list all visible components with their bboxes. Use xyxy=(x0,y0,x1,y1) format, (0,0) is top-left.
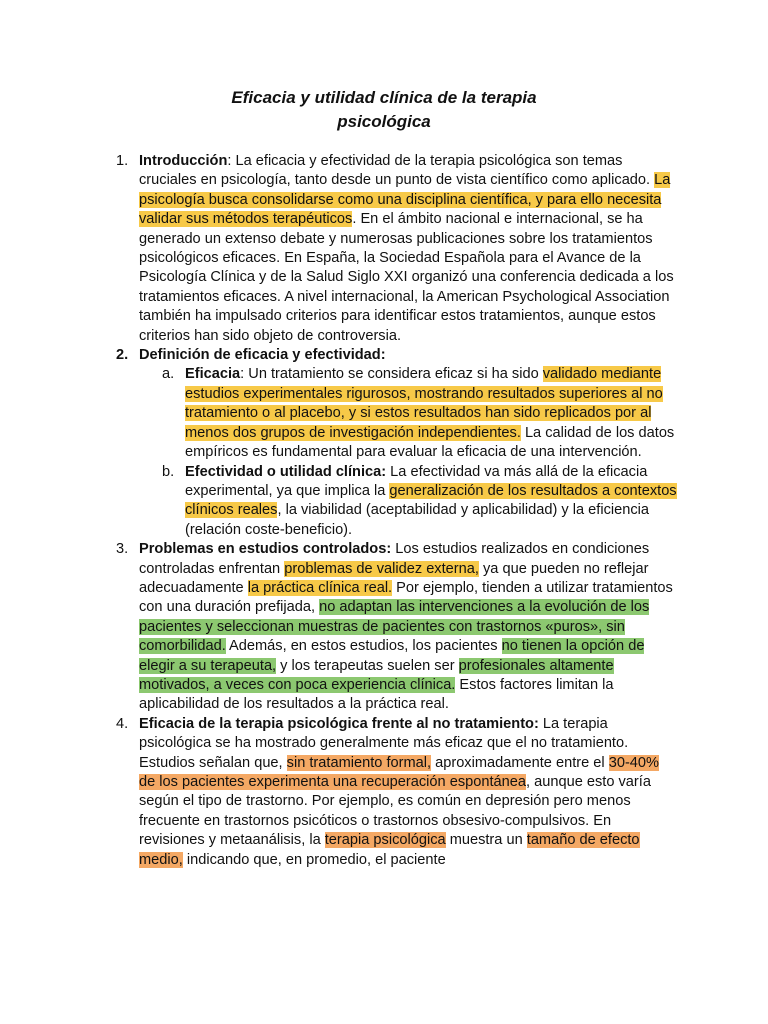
item-text: y los terapeutas suelen ser xyxy=(276,657,459,674)
item-text: Además, en estos estudios, los pacientes xyxy=(225,638,502,655)
item-text: ya que pueden no reflejar adecuadamente xyxy=(139,560,649,596)
item-number: 4. xyxy=(116,715,129,732)
highlight-yellow: La psicología busca consolidarse como una disciplina científica, y para ello necesita validar sus métodos terapéuticos xyxy=(139,172,671,228)
highlight-yellow: problemas de validez externa, xyxy=(284,560,479,577)
list-item-definicion xyxy=(0,346,679,540)
sub-item-eficacia xyxy=(0,365,679,462)
list-item-eficacia-terapia xyxy=(0,715,679,870)
sub-item-efectividad xyxy=(0,463,679,541)
title-line-1: Eficacia y utilidad clínica de la terapia xyxy=(231,88,537,107)
highlight-yellow: la práctica clínica real. xyxy=(247,579,393,596)
item-text: Estos factores limitan la aplicabilidad de los resultados a la práctica real. xyxy=(139,676,614,713)
item-number: 1. xyxy=(116,153,129,169)
sub-item-text: La calidad de los datos empíricos es fundamental para evaluar la eficacia de una intervención. xyxy=(185,424,675,461)
highlight-green: no tienen la opción de elegir a su terapeuta, xyxy=(139,638,645,674)
sub-item-text: , la viabilidad (aceptabilidad y aplicabilidad) y la eficiencia (relación coste-beneficio). xyxy=(185,502,650,538)
item-text: Por ejemplo, tienden a utilizar tratamientos con una duración prefijada, xyxy=(139,579,673,616)
item-text: aproximadamente xyxy=(431,754,556,771)
sub-item-heading: Eficacia xyxy=(185,366,241,383)
title-line-2: psicológica xyxy=(337,112,431,131)
sub-item-letter: b. xyxy=(162,463,175,480)
sub-item-heading: Efectividad o utilidad clínica: xyxy=(185,463,387,480)
sub-item-text: La efectividad va más allá de la eficacia experimental, ya que implica la xyxy=(185,463,648,499)
item-number: 3. xyxy=(116,541,129,558)
item-text: muestra un xyxy=(445,832,527,849)
list-item-problemas xyxy=(0,540,679,715)
highlight-green: profesionales altamente motivados, a veces con poca experiencia clínica. xyxy=(139,657,614,693)
item-heading: Introducción xyxy=(139,153,228,169)
item-heading: Definición de eficacia y efectividad: xyxy=(139,347,386,364)
item-number: 2. xyxy=(116,347,129,364)
item-text: indicando que, en promedio, el paciente xyxy=(182,851,446,868)
highlight-orange: tamaño de efecto medio, xyxy=(139,832,640,868)
numbered-list xyxy=(0,152,768,870)
item-text: La terapia psicológica se ha mostrado generalmente más eficaz que el no tratamiento. Estudios señalan que, xyxy=(139,715,629,771)
highlight-green: no adaptan las intervenciones a la evolución de los pacientes y seleccionan muestras de pacientes con trastornos «puros», sin comorbilidad. xyxy=(139,599,650,655)
list-item-introduccion xyxy=(0,152,679,346)
item-heading: Problemas en estudios controlados: xyxy=(139,541,392,558)
item-heading: Eficacia de la terapia psicológica frente al no tratamiento: xyxy=(139,715,539,732)
highlight-yellow: generalización de los resultados a contextos clínicos reales xyxy=(185,482,677,519)
item-text: entre el xyxy=(555,754,609,771)
item-text: , aunque esto varía según el tipo de trastorno. Por ejemplo, es común en depresión pero menos frecuente en trastornos psicóticos o trastornos obsesivo-compulsivos. En revisiones y metaanálisis, la xyxy=(139,774,651,849)
document-title xyxy=(0,86,768,134)
item-text: : La eficacia y efectividad de la terapia psicológica son temas cruciales en psicología, tanto desde un punto de vista científico como aplicado. xyxy=(139,153,655,189)
highlight-orange: terapia psicológica xyxy=(324,832,446,849)
highlight-yellow: validado mediante estudios experimentales rigurosos, mostrando resultados superiores al no tratamiento o al placebo, y si estos resultados han sido replicados por al menos dos grupos de investigación independientes. xyxy=(185,366,663,441)
sub-item-text: : Un tratamiento se considera eficaz si ha sido xyxy=(240,366,543,383)
item-text: . En el ámbito nacional e internacional, se ha generado un extenso debate y numerosas publicaciones sobre los tratamientos psicológicos eficaces. En España, la Sociedad Española para el Avance de la Psicología Clínica y de la Salud Siglo XXI organizó una conferencia dedicada a los tratamientos eficaces. A nivel internacional, la American Psychological Association también ha impulsado criterios para identificar estos tratamientos, aunque estos criterios han sido objeto de controversia. xyxy=(139,211,674,344)
highlight-orange: sin tratamiento formal, xyxy=(286,754,432,771)
item-text: Los estudios realizados en condiciones controladas enfrentan xyxy=(139,541,650,577)
sub-item-letter: a. xyxy=(162,366,175,383)
highlight-orange: 30-40% de los pacientes experimenta una recuperación espontánea xyxy=(139,754,660,790)
